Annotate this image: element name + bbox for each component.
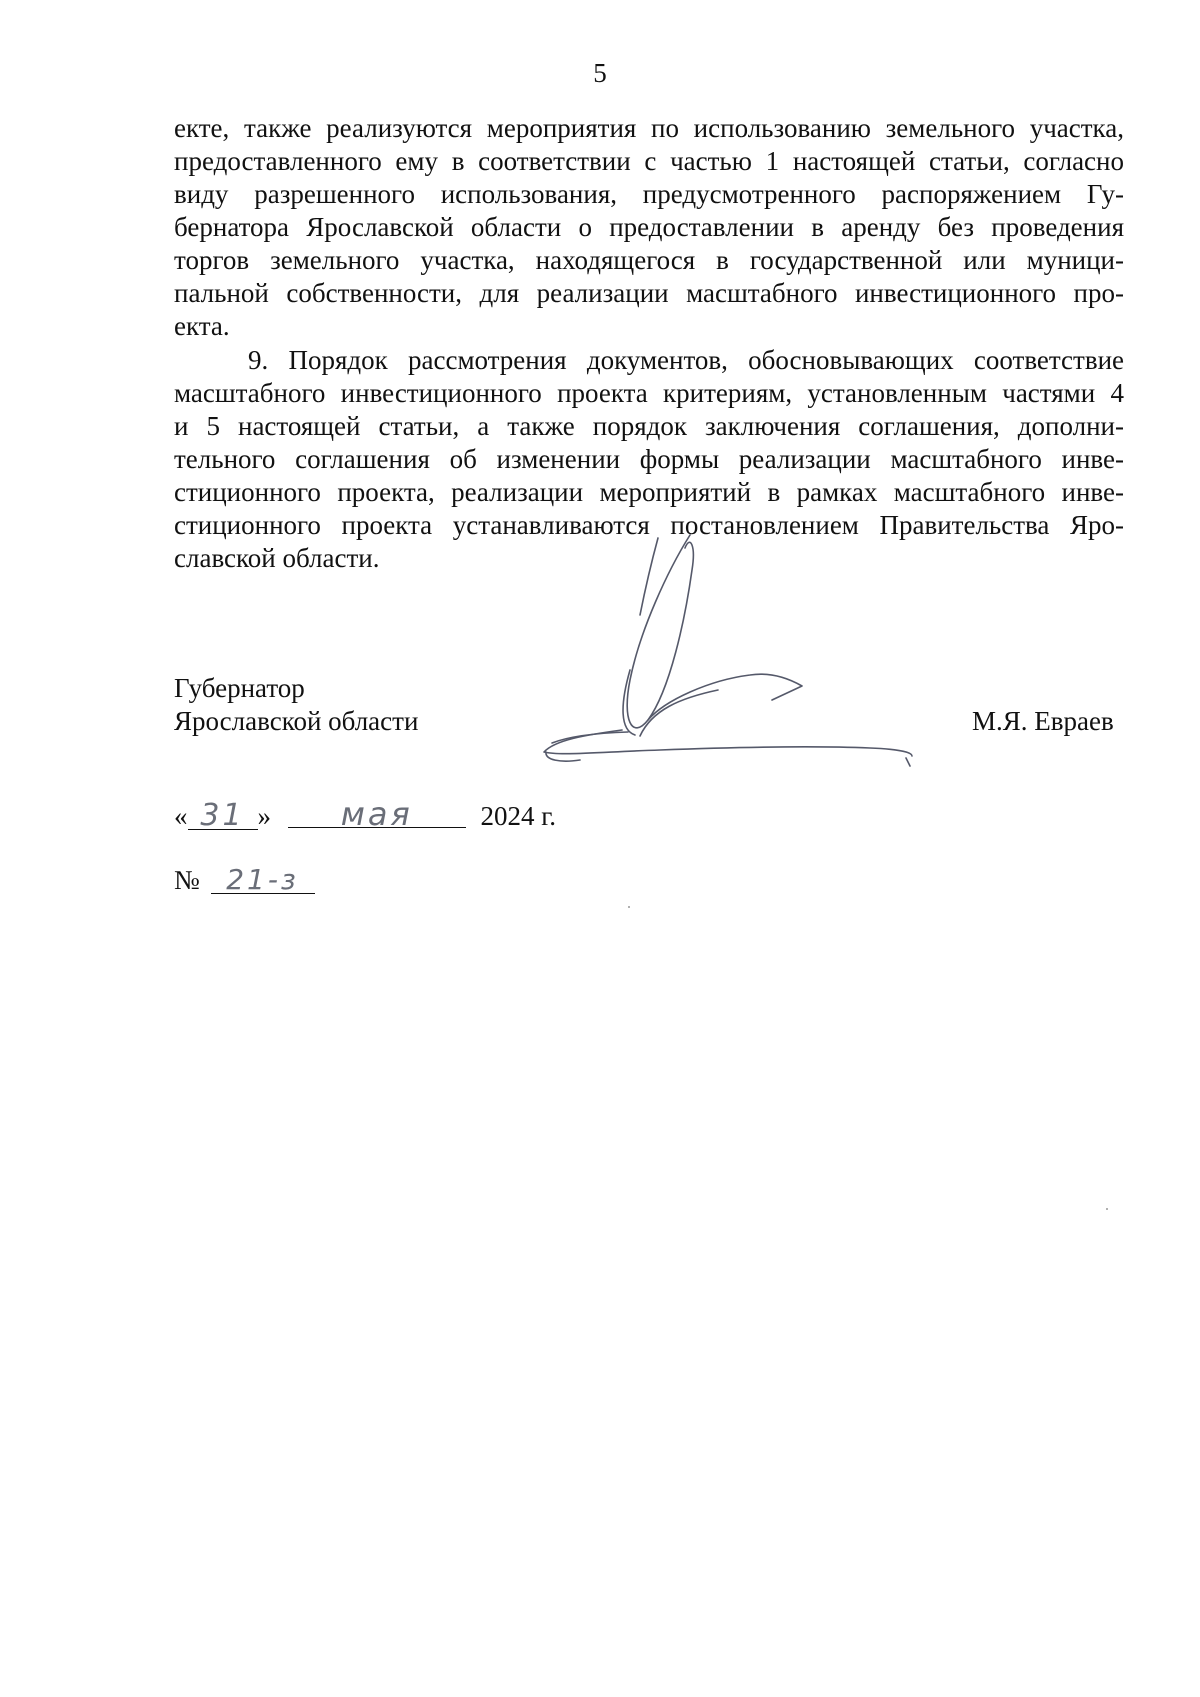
text-line: стиционного проекта устанавливаются постановлением Правительства Яро-: [174, 510, 1124, 540]
document-date: [174, 795, 557, 833]
text-line: торгов земельного участка, находящегося в государственной или муници-: [174, 245, 1124, 275]
date-close-quote: »: [257, 801, 271, 831]
scan-speck: [628, 906, 630, 908]
text-line: тельного соглашения об изменении формы реализации масштабного инве-: [174, 444, 1124, 474]
date-open-quote: «: [174, 801, 188, 831]
text-line: 9. Порядок рассмотрения документов, обосновывающих соответствие: [248, 345, 1124, 375]
signer-title-line1: Губернатор: [174, 673, 305, 703]
scan-speck: [1106, 1208, 1108, 1210]
text-line: стиционного проекта, реализации мероприятий в рамках масштабного инве-: [174, 477, 1124, 507]
paragraph-continuation: [174, 112, 1124, 343]
signer-title: [174, 672, 418, 738]
text-line: екте, также реализуются мероприятия по использованию земельного участка,: [174, 113, 1124, 143]
text-line: славской области.: [174, 543, 380, 573]
text-line: предоставленного ему в соответствии с частью 1 настоящей статьи, согласно: [174, 146, 1124, 176]
date-month: мая: [288, 801, 466, 828]
number-value: 21-з: [211, 867, 315, 894]
text-line: масштабного инвестиционного проекта критериям, установленным частями 4: [174, 378, 1124, 408]
handwritten-signature: [540, 530, 960, 770]
page-number: 5: [593, 58, 607, 88]
text-line: екта.: [174, 311, 230, 341]
date-day: 31: [188, 803, 258, 830]
text-line: пальной собственности, для реализации масштабного инвестиционного про-: [174, 278, 1124, 308]
signer-name: М.Я. Евраев: [972, 706, 1114, 736]
text-line: бернатора Ярославской области о предоставлении в аренду без проведения: [174, 212, 1124, 242]
text-line: и 5 настоящей статьи, а также порядок заключения соглашения, дополни-: [174, 411, 1124, 441]
document-number: [174, 864, 315, 897]
signer-title-line2: Ярославской области: [174, 706, 419, 736]
number-sign: №: [174, 865, 200, 895]
date-year: 2024 г.: [480, 801, 557, 831]
text-line: виду разрешенного использования, предусмотренного распоряжением Гу-: [174, 179, 1124, 209]
